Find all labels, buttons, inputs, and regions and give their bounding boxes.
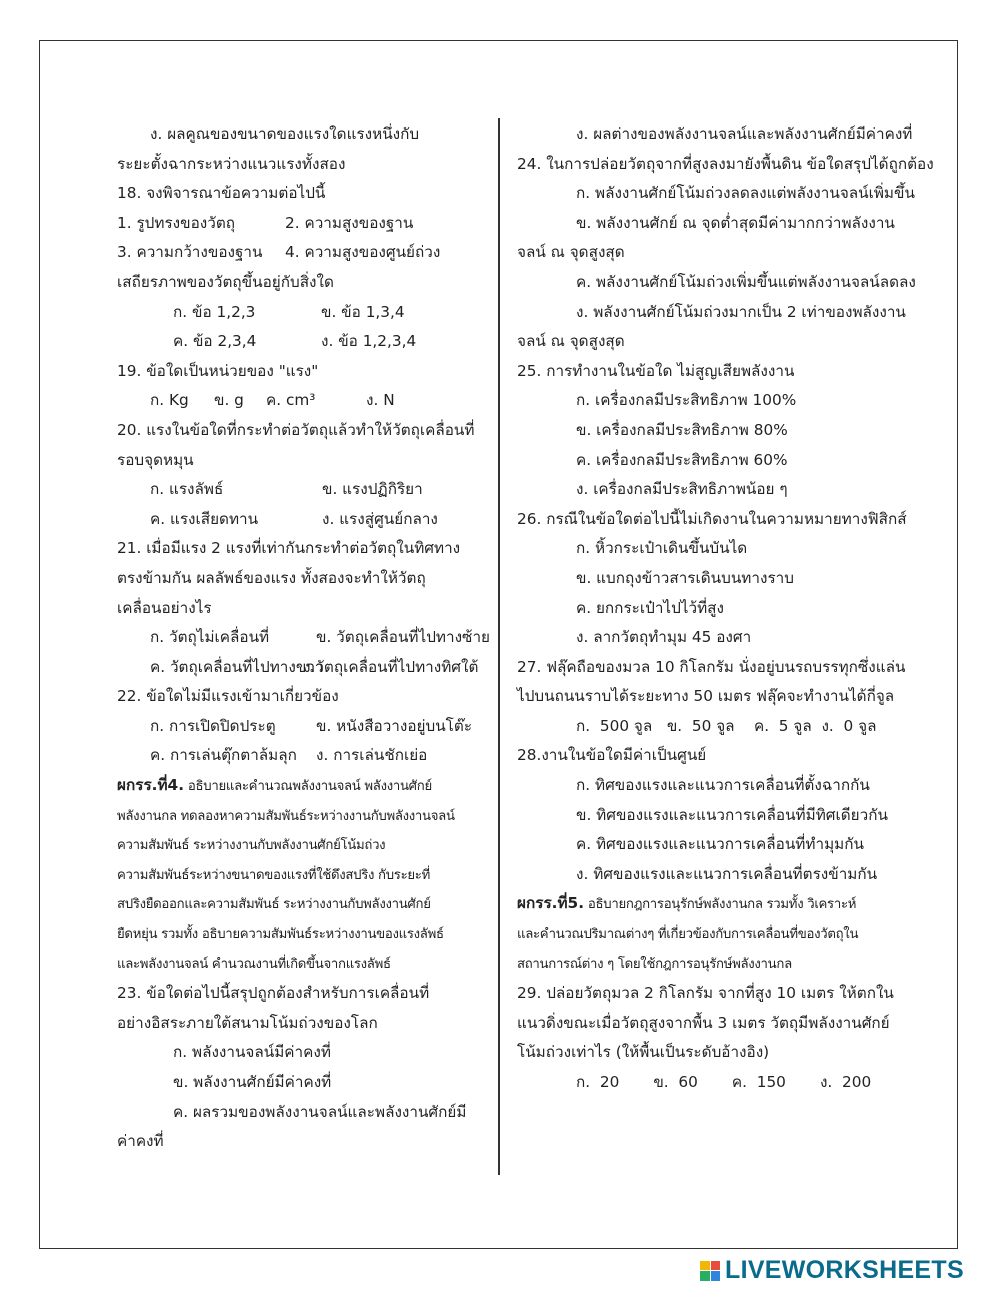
q17-option-d-cont: ระยะตั้งฉากระหว่างแนวแรงทั้งสอง [117, 154, 346, 173]
q22-options-row2 [117, 741, 490, 771]
standard-4-heading [117, 771, 490, 802]
q23-question: 23. ข้อใดต่อไปนี้สรุปถูกต้องสำหรับการเคลื่อนที่ [117, 984, 430, 1003]
q20-option-b[interactable]: ข. แรงปฏิกิริยา [322, 480, 423, 499]
q20-options-row1 [117, 475, 490, 505]
q19-option-d[interactable]: ง. N [366, 391, 395, 410]
q21-option-d[interactable]: ง.วัตถุเคลื่อนที่ไปทางทิศใต้ [303, 657, 479, 676]
q18-items-row2 [117, 238, 490, 268]
q26-option-d[interactable]: ง. ลากวัตถุทำมุม 45 องศา [576, 628, 752, 647]
q25-option-c[interactable]: ค. เครื่องกลมีประสิทธิภาพ 60% [576, 450, 788, 469]
logo-square-4 [711, 1271, 721, 1281]
q21-question-cont1: ตรงข้ามกัน ผลลัพธ์ของแรง ทั้งสองจะทำให้วัตถุ [117, 568, 426, 587]
q18-stem: เสถียรภาพของวัตถุขึ้นอยู่กับสิ่งใด [117, 272, 334, 291]
q29-question-cont2: โน้มถ่วงเท่าไร (ให้พื้นเป็นระดับอ้างอิง) [517, 1043, 770, 1062]
logo-text: LIVEWORKSHEETS [725, 1256, 964, 1284]
q24-option-b-cont: จลน์ ณ จุดสูงสุด [517, 243, 625, 262]
q22-option-a[interactable]: ก. การเปิดปิดประตู [150, 716, 276, 735]
q18-question: 18. จงพิจารณาข้อความต่อไปนี้ [117, 184, 326, 203]
q26-option-a[interactable]: ก. หิ้วกระเป๋าเดินขึ้นบันได [576, 539, 748, 558]
left-column [117, 120, 490, 1157]
q28-option-a[interactable]: ก. ทิศของแรงและแนวการเคลื่อนที่ตั้งฉากกัน [576, 776, 870, 795]
q24-option-a[interactable]: ก. พลังงานศักย์โน้มถ่วงลดลงแต่พลังงานจลน์เพิ่มขึ้น [576, 184, 915, 203]
q18-options-row2 [117, 327, 490, 357]
standard-4-line5: สปริงยืดออกและความสัมพันธ์ ระหว่างงานกับพลังงานศักย์ [117, 897, 431, 913]
q27-question-cont: ไปบนถนนราบได้ระยะทาง 50 เมตร ฟลุ๊คจะทำงานได้กี่จูล [517, 687, 895, 706]
q19-question: 19. ข้อใดเป็นหน่วยของ "แรง" [117, 361, 319, 380]
standard-5-label: ผกรร.ที่5. [517, 894, 585, 913]
standard-5-text: อธิบายกฎการอนุรักษ์พลังงานกล รวมทั้ง วิเคราะห์ [584, 897, 857, 913]
q20-option-a[interactable]: ก. แรงลัพธ์ [150, 480, 224, 499]
q18-item-4: 4. ความสูงของศูนย์ถ่วง [285, 243, 441, 262]
standard-4-line6: ยืดหยุ่น รวมทั้ง อธิบายความสัมพันธ์ระหว่างงานของแรงลัพธ์ [117, 927, 444, 943]
q18-item-3: 3. ความกว้างของฐาน [117, 243, 263, 262]
q28-option-d[interactable]: ง. ทิศของแรงและแนวการเคลื่อนที่ตรงข้ามกัน [576, 864, 878, 883]
q28-option-b[interactable]: ข. ทิศของแรงและแนวการเคลื่อนที่มีทิศเดียวกัน [576, 805, 888, 824]
q24-option-b[interactable]: ข. พลังงานศักย์ ณ จุดต่ำสุดมีค่ามากกว่าพลังงาน [576, 213, 895, 232]
q17-option-d: ง. ผลคูณของขนาดของแรงใดแรงหนึ่งกับ [150, 125, 420, 143]
standard-4-text: อธิบายและคำนวณพลังงานจลน์ พลังงานศักย์ [184, 779, 432, 795]
q18-item-2: 2. ความสูงของฐาน [285, 213, 414, 232]
q25-option-b[interactable]: ข. เครื่องกลมีประสิทธิภาพ 80% [576, 420, 788, 439]
q20-question-cont: รอบจุดหมุน [117, 450, 194, 469]
q21-options-row1 [117, 623, 490, 653]
q22-option-c[interactable]: ค. การเล่นตุ๊กตาล้มลุก [150, 746, 297, 765]
q22-question: 22. ข้อใดไม่มีแรงเข้ามาเกี่ยวข้อง [117, 687, 339, 706]
q22-options-row1 [117, 712, 490, 742]
q19-option-c[interactable]: ค. cm³ [266, 391, 316, 410]
q25-question: 25. การทำงานในข้อใด ไม่สูญเสียพลังงาน [517, 361, 795, 380]
q28-option-c[interactable]: ค. ทิศของแรงและแนวการเคลื่อนที่ทำมุมกัน [576, 835, 864, 854]
q26-option-c[interactable]: ค. ยกกระเป๋าไปไว้ที่สูง [576, 598, 724, 617]
logo-grid-icon [700, 1261, 720, 1281]
q19-option-a[interactable]: ก. Kg [150, 391, 189, 410]
q24-option-c[interactable]: ค. พลังงานศักย์โน้มถ่วงเพิ่มขึ้นแต่พลังงานจลน์ลดลง [576, 272, 916, 291]
q29-question-cont1: แนวดิ่งขณะเมื่อวัตถุสูงจากพื้น 3 เมตร วัตถุมีพลังงานศักย์ [517, 1013, 890, 1032]
standard-4-line7: และพลังงานจลน์ คำนวณงานที่เกิดขึ้นจากแรงลัพธ์ [117, 956, 391, 972]
q29-question: 29. ปล่อยวัตถุมวล 2 กิโลกรัม จากที่สูง 10 เมตร ให้ตกใน [517, 984, 894, 1003]
q20-option-d[interactable]: ง. แรงสู่ศูนย์กลาง [322, 509, 438, 528]
standard-5-heading [517, 889, 917, 920]
standard-4-label: ผกรร.ที่4. [117, 776, 185, 795]
q20-question: 20. แรงในข้อใดที่กระทำต่อวัตถุแล้วทำให้วัตถุเคลื่อนที่ [117, 420, 475, 439]
q18-option-a[interactable]: ก. ข้อ 1,2,3 [173, 302, 256, 321]
q23-option-d[interactable]: ง. ผลต่างของพลังงานจลน์และพลังงานศักย์มีค่าคงที่ [576, 125, 913, 143]
q25-option-d[interactable]: ง. เครื่องกลมีประสิทธิภาพน้อย ๆ [576, 480, 788, 499]
q18-option-c[interactable]: ค. ข้อ 2,3,4 [173, 332, 257, 351]
q27-question: 27. ฟลุ๊คถือของมวล 10 กิโลกรัม นั่งอยู่บนรถบรรทุกซึ่งแล่น [517, 657, 906, 676]
q27-options[interactable]: ก. 500 จูล ข. 50 จูล ค. 5 จูล ง. 0 จูล [576, 716, 877, 735]
q23-option-c[interactable]: ค. ผลรวมของพลังงานจลน์และพลังงานศักย์มี [173, 1102, 467, 1121]
q19-option-b[interactable]: ข. g [214, 391, 244, 410]
q18-items-row1 [117, 209, 490, 239]
q29-options[interactable]: ก. 20 ข. 60 ค. 150 ง. 200 [576, 1073, 872, 1091]
column-divider [498, 118, 500, 1175]
q23-option-b[interactable]: ข. พลังงานศักย์มีค่าคงที่ [173, 1073, 332, 1091]
q19-options [117, 386, 490, 416]
q23-question-cont: อย่างอิสระภายใต้สนามโน้มถ่วงของโลก [117, 1013, 378, 1032]
q21-option-b[interactable]: ข. วัตถุเคลื่อนที่ไปทางซ้าย [315, 628, 490, 647]
standard-4-line2: พลังงานกล ทดลองหาความสัมพันธ์ระหว่างงานกับพลังงานจลน์ [117, 808, 455, 824]
standard-4-line3: ความสัมพันธ์ ระหว่างงานกับพลังงานศักย์โน้มถ่วง [117, 838, 386, 854]
q25-option-a[interactable]: ก. เครื่องกลมีประสิทธิภาพ 100% [576, 391, 797, 410]
logo-square-2 [711, 1261, 721, 1271]
standard-4-line4: ความสัมพันธ์ระหว่างขนาดของแรงที่ใช้ดึงสปริง กับระยะที่ [117, 867, 430, 883]
q22-option-b[interactable]: ข. หนังสือวางอยู่บนโต๊ะ [316, 716, 473, 735]
q26-question: 26. กรณีในข้อใดต่อไปนี้ไม่เกิดงานในความหมายทางฟิสิกส์ [517, 509, 907, 528]
q20-option-c[interactable]: ค. แรงเสียดทาน [150, 509, 259, 528]
q26-option-b[interactable]: ข. แบกถุงข้าวสารเดินบนทางราบ [576, 568, 794, 587]
q21-option-a[interactable]: ก. วัตถุไม่เคลื่อนที่ [150, 628, 270, 647]
liveworksheets-logo[interactable] [700, 1256, 964, 1285]
q21-options-row2 [117, 653, 490, 683]
q20-options-row2 [117, 505, 490, 535]
q28-question: 28.งานในข้อใดมีค่าเป็นศูนย์ [517, 746, 707, 765]
q21-question-cont2: เคลื่อนอย่างไร [117, 598, 212, 617]
q18-options-row1 [117, 298, 490, 328]
q18-option-b[interactable]: ข. ข้อ 1,3,4 [321, 302, 405, 321]
q23-option-a[interactable]: ก. พลังงานจลน์มีค่าคงที่ [173, 1043, 331, 1062]
q21-question: 21. เมื่อมีแรง 2 แรงที่เท่ากันกระทำต่อวัตถุในทิศทาง [117, 539, 461, 558]
q24-option-d-cont: จลน์ ณ จุดสูงสุด [517, 332, 625, 351]
q24-question: 24. ในการปล่อยวัตถุจากที่สูงลงมายังพื้นดิน ข้อใดสรุปได้ถูกต้อง [517, 154, 934, 173]
q18-item-1: 1. รูปทรงของวัตถุ [117, 213, 236, 232]
logo-square-1 [700, 1261, 710, 1271]
logo-square-3 [700, 1271, 710, 1281]
q23-option-c-cont: ค่าคงที่ [117, 1132, 164, 1151]
q24-option-d[interactable]: ง. พลังงานศักย์โน้มถ่วงมากเป็น 2 เท่าของพลังงาน [576, 302, 906, 321]
standard-5-line3: สถานการณ์ต่าง ๆ โดยใช้กฎการอนุรักษ์พลังงานกล [517, 956, 792, 972]
right-column [517, 120, 934, 1098]
q22-option-d[interactable]: ง. การเล่นชักเย่อ [316, 746, 428, 765]
q21-option-c[interactable]: ค. วัตถุเคลื่อนที่ไปทางขวา [150, 657, 324, 676]
standard-5-line2: และคำนวณปริมาณต่างๆ ที่เกี่ยวข้องกับการเคลื่อนที่ของวัตถุใน [517, 927, 859, 943]
q18-option-d[interactable]: ง. ข้อ 1,2,3,4 [321, 332, 417, 351]
